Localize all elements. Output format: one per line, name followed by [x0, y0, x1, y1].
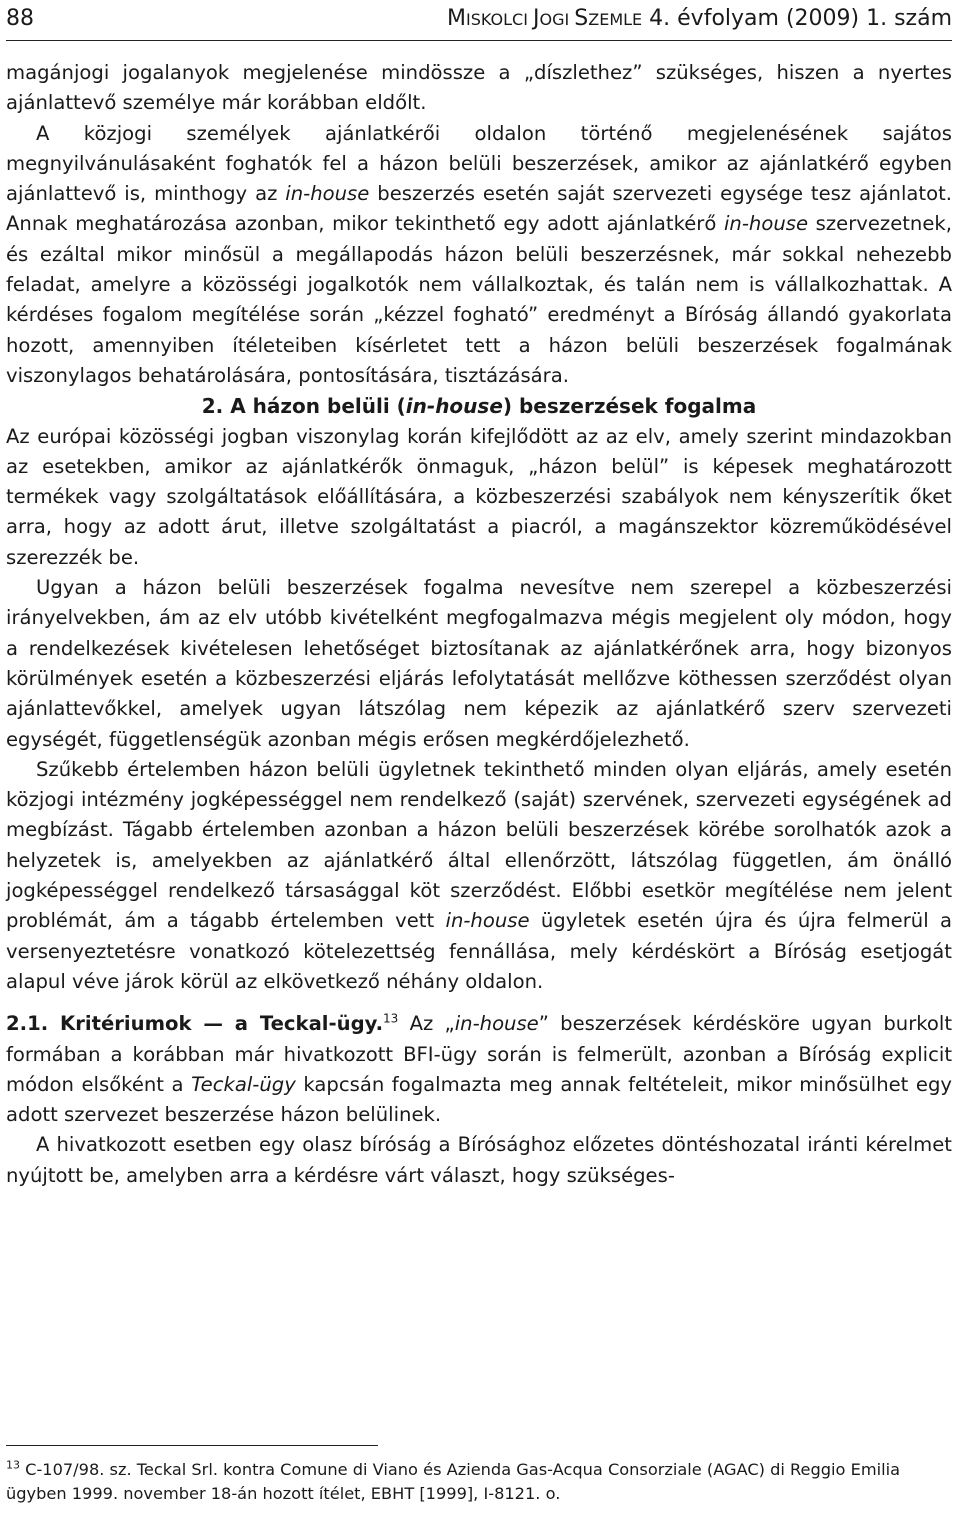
footnote-number: 13	[6, 1458, 20, 1472]
paragraph-principle: Az európai közösségi jogban viszonylag korán kifejlődött az az elv, amely szerint mindazokban az esetekben, amikor az ajánlatkérők önmaguk, „házon belül” is képesek meghatározott termékek vagy szolgáltatások előállítására, a közbeszerzési szabályok nem kényszerítik őket arra, hogy az adott árut, illetve szolgáltatást a piacról, a magánszektor közreműködésével szerezzék be.	[6, 424, 952, 569]
footnote-divider	[6, 1445, 378, 1446]
page-number: 88	[6, 6, 34, 31]
paragraph-italian-court: A hivatkozott esetben egy olasz bíróság a Bírósághoz előzetes döntéshozatal iránti kérelmet nyújtott be, amelyben arra a kérdésre várt választ, hogy szükséges-	[6, 1133, 952, 1187]
journal-title: MISKOLCI JOGI SZEMLE 4. évfolyam (2009) 1. szám	[447, 6, 952, 31]
main-text	[6, 58, 952, 1191]
subsection-heading: 2.1. Kritériumok — a Teckal-ügy.	[6, 1012, 384, 1036]
footnote-ref[interactable]: 13	[383, 1011, 399, 1026]
paragraph-public-entities: A közjogi személyek ajánlatkérői oldalon történő megjelenésének sajátos megnyilvánulásaként foghatók fel a házon belüli beszerzések, amikor az ajánlatkérő egyben ajánlattevő is, minthogy az in-house beszerzés esetén saját szervezeti egysége tesz ajánlatot. Annak meghatározása azonban, mikor tekinthető egy adott ajánlatkérő in-house szervezetnek, és ezáltal mikor minősül a megállapodás házon belüli beszerzésnek, már sokkal nehezebb feladat, amelyre a közösségi jogalkotók nem vállalkoztak, és talán nem is vállalkozhattak. A kérdéses fogalom megítélése során „kézzel fogható” eredményt a Bíróság állandó gyakorlata hozott, amennyiben ítéleteiben kísérletet tett a házon belüli beszerzések fogalmának viszonylagos behatárolására, pontosítására, tisztázására.	[6, 121, 952, 387]
paragraph-directives: Ugyan a házon belüli beszerzések fogalma nevesítve nem szerepel a közbeszerzési irányelvekben, ám az elv utóbb kivételként megfogalmazva mégis megjelent oly módon, hogy a rendelkezések kivételesen lehetőséget biztosítanak az ajánlatkérőnek arra, hogy bizonyos körülmények esetén a közbeszerzési eljárás lefolytatását mellőzve köthessen szerződést olyan ajánlattevőkkel, amelyek ugyan látszólag nem képezik az ajánlatkérő szerv szervezeti egységét, függetlenségük azonban mégis erősen megkérdőjelezhető.	[6, 576, 952, 751]
paragraph-teckal: 2.1. Kritériumok — a Teckal-ügy.$^{13}$ Az „in-house” beszerzések kérdésköre ugyan burkolt formában a korábban már hivatkozott BFI-ügy során is felmerült, azonban a Bíróság explicit módon elsőként a Teckal-ügy kapcsán fogalmazta meg annak feltételeit, mikor minősülhet egy adott szervezet beszerzése házon belülinek.	[6, 1011, 953, 1127]
section-heading: 2. A házon belüli (in-house) beszerzések fogalma	[201, 394, 757, 419]
running-header	[6, 6, 952, 41]
paragraph-narrow-broad: Szűkebb értelemben házon belüli ügyletnek tekinthető minden olyan eljárás, amely esetén közjogi intézmény jogképességgel nem rendelkező (saját) szervének, szervezeti egységének ad megbízást. Tágabb értelemben azonban a házon belüli beszerzések körébe sorolhatók azok a helyzetek is, amelyekben az ajánlatkérő által ellenőrzött, látszólag független, ám önálló jogképességgel rendelkező társasággal köt szerződést. Előbbi esetkör megítélése nem jelent problémát, ám a tágabb értelemben vett in-house ügyletek esetén újra és újra felmerül a versenyeztetésre vonatkozó kötelezettség fennállása, mely kérdéskört a Bíróság esetjogát alapul véve járok körül az elkövetkező néhány oldalon.	[6, 757, 952, 993]
footnote: $^{13}$ C-107/98. sz. Teckal Srl. kontra Comune di Viano és Azienda Gas-Acqua Consorziale (AGAC) di Reggio Emilia ügyben 1999. november 18-án hozott ítélet, EBHT [1999], I-8121. o.	[6, 1458, 901, 1503]
paragraph-continuation: magánjogi jogalanyok megjelenése mindössze a „díszlethez” szükséges, hiszen a nyertes ajánlattevő személye már korábban eldőlt.	[6, 61, 952, 115]
